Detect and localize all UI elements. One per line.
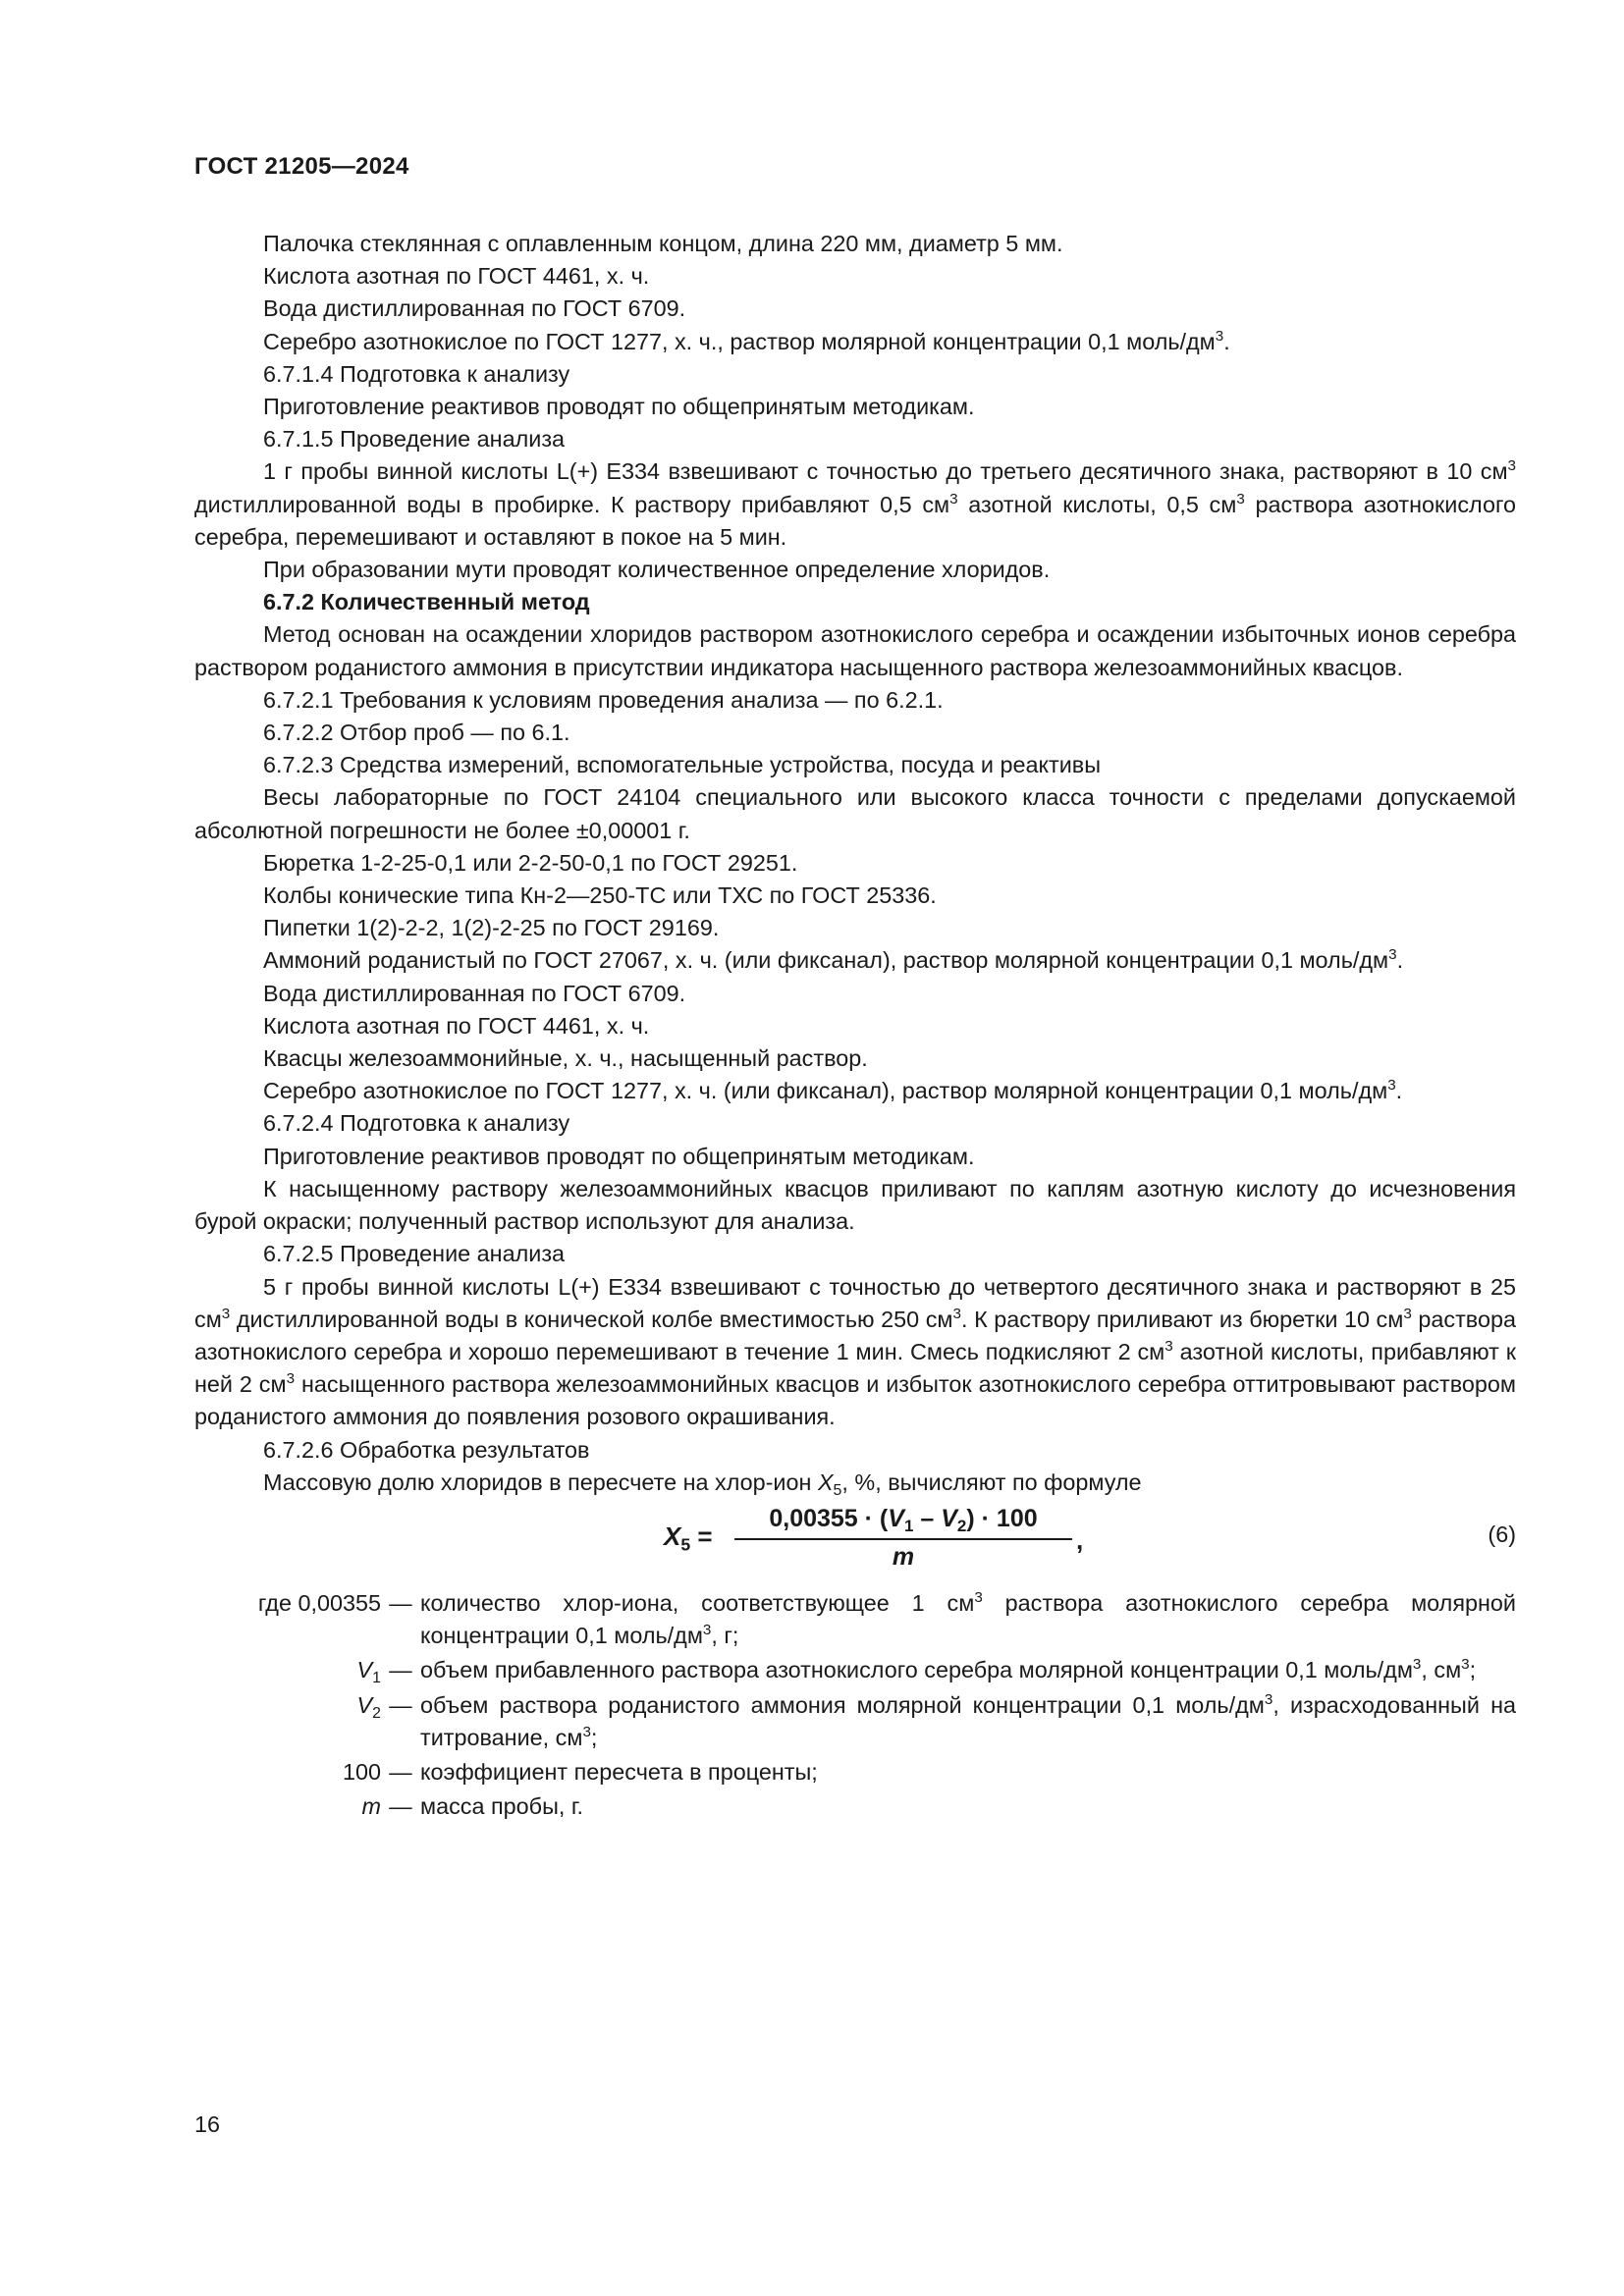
formula-numerator: $0,00355 \cdot (V_1 - V_2) \cdot 100$	[734, 1503, 1072, 1540]
formula-6	[194, 1501, 1516, 1581]
paragraph: Метод основан на осаждении хлоридов раствором азотнокислого серебра и осаждении избыточных ионов серебра раствором роданистого аммония в присутствии индикатора насыщенного раствора железоаммонийных квасцов.	[194, 621, 1516, 680]
paragraph: Приготовление реактивов проводят по общепринятым методикам.	[263, 1143, 975, 1169]
section-heading: 6.7.2.3 Средства измерений, вспомогательные устройства, посуда и реактивы	[263, 752, 1102, 778]
paragraph: Вода дистиллированная по ГОСТ 6709.	[263, 980, 686, 1006]
paragraph: При образовании мути проводят количественное определение хлоридов.	[263, 557, 1051, 583]
section-heading: 6.7.2.4 Подготовка к анализу	[263, 1110, 570, 1137]
main-content	[194, 228, 1516, 1825]
section-heading: 6.7.1.4 Подготовка к анализу	[263, 360, 570, 387]
formula-fraction	[734, 1503, 1072, 1574]
formula-number: (6)	[1488, 1521, 1516, 1547]
paragraph: Весы лабораторные по ГОСТ 24104 специального или высокого класса точности с пределами допускаемой абсолютной погрешности не более ±0,00001 г.	[194, 784, 1516, 843]
paragraph: 1 г пробы винной кислоты L(+) Е334 взвешивают с точностью до третьего десятичного знака, растворяют в 10 $см^3$ дистиллированной воды в пробирке. К раствору прибавляют 0,5 $см^3$ азотной кислоты, 0,5 $см^3$ раствора азотнокислого серебра, перемешивают и оставляют в покое на 5 мин.	[194, 457, 1517, 550]
paragraph: Серебро азотнокислое по ГОСТ 1277, х. ч. (или фиксанал), раствор молярной концентрации 0,1 моль/$дм^3$.	[263, 1077, 1403, 1104]
section-heading: 6.7.1.5 Проведение анализа	[263, 426, 566, 453]
paragraph: Бюретка 1-2-25-0,1 или 2-2-50-0,1 по ГОСТ 29251.	[263, 849, 798, 876]
paragraph: 6.7.2.2 Отбор проб — по 6.1.	[263, 720, 570, 746]
paragraph: Квасцы железоаммонийные, х. ч., насыщенный раствор.	[263, 1045, 868, 1072]
paragraph: Кислота азотная по ГОСТ 4461, х. ч.	[263, 263, 650, 290]
paragraph: Аммоний роданистый по ГОСТ 27067, х. ч. (или фиксанал), раствор молярной концентрации 0,1 моль/$дм^3$.	[263, 946, 1404, 974]
section-heading-bold: 6.7.2 Количественный метод	[263, 589, 590, 615]
legend-item: m — масса пробы, г.	[361, 1793, 584, 1820]
paragraph: 6.7.2.1 Требования к условиям проведения анализа — по 6.2.1.	[263, 686, 944, 713]
formula-comma: ,	[1076, 1524, 1084, 1555]
legend-item: 100 — коэффициент пересчета в проценты;	[342, 1758, 818, 1785]
legend-item: где 0,00355 — количество хлор-иона, соответствующее 1 $см^3$ раствора азотнокислого серебра молярной концентрации 0,1 моль/$дм^3$, г;	[257, 1588, 1516, 1649]
section-heading: 6.7.2.5 Проведение анализа	[263, 1241, 566, 1267]
paragraph: Серебро азотнокислое по ГОСТ 1277, х. ч., раствор молярной концентрации 0,1 моль/$дм^3$.	[263, 327, 1230, 354]
page-header-standard: ГОСТ 21205—2024	[194, 153, 409, 180]
page-number: 16	[194, 2111, 221, 2137]
paragraph: Пипетки 1(2)-2-2, 1(2)-2-25 по ГОСТ 29169.	[263, 915, 720, 941]
formula-lhs: $X_5$ =	[664, 1521, 713, 1555]
paragraph: Приготовление реактивов проводят по общепринятым методикам.	[263, 394, 975, 420]
formula-legend	[194, 1587, 1516, 1823]
section-heading: 6.7.2.6 Обработка результатов	[263, 1436, 590, 1463]
paragraph: Кислота азотная по ГОСТ 4461, х. ч.	[263, 1012, 650, 1039]
paragraph: Вода дистиллированная по ГОСТ 6709.	[263, 295, 686, 322]
paragraph: Массовую долю хлоридов в пересчете на хлор-ион $X_5$, %, вычисляют по формуле	[263, 1468, 1142, 1499]
paragraph: 5 г пробы винной кислоты L(+) Е334 взвешивают с точностью до четвертого десятичного знака и растворяют в 25 $см^3$ дистиллированной воды в конической колбе вместимостью 250 $см^3$. К раствору приливают из бюретки 10 $см^3$ раствора азотнокислого серебра и хорошо перемешивают в течение 1 мин. Смесь подкисляют 2 $см^3$ азотной кислоты, прибавляют к ней 2 $см^3$ насыщенного раствора железоаммонийных квасцов и избыток азотнокислого серебра оттитровывают раствором роданистого аммония до появления розового окрашивания.	[194, 1273, 1516, 1430]
paragraph: Палочка стеклянная с оплавленным концом, длина 220 мм, диаметр 5 мм.	[263, 231, 1063, 256]
formula-denominator: m	[892, 1543, 915, 1572]
legend-item: $V_1$ — объем прибавленного раствора азотнокислого серебра молярной концентрации 0,1 моль/$дм^3$, $см^3$;	[356, 1656, 1477, 1687]
paragraph: К насыщенному раствору железоаммонийных квасцов приливают по каплям азотную кислоту до исчезновения бурой окраски; полученный раствор используют для анализа.	[194, 1175, 1516, 1235]
legend-item: $V_2$ — объем раствора роданистого аммония молярной концентрации 0,1 моль/$дм^3$, израсходованный на титрование, $см^3$;	[356, 1690, 1516, 1750]
paragraph: Колбы конические типа Кн-2—250-ТС или ТХС по ГОСТ 25336.	[263, 882, 937, 909]
